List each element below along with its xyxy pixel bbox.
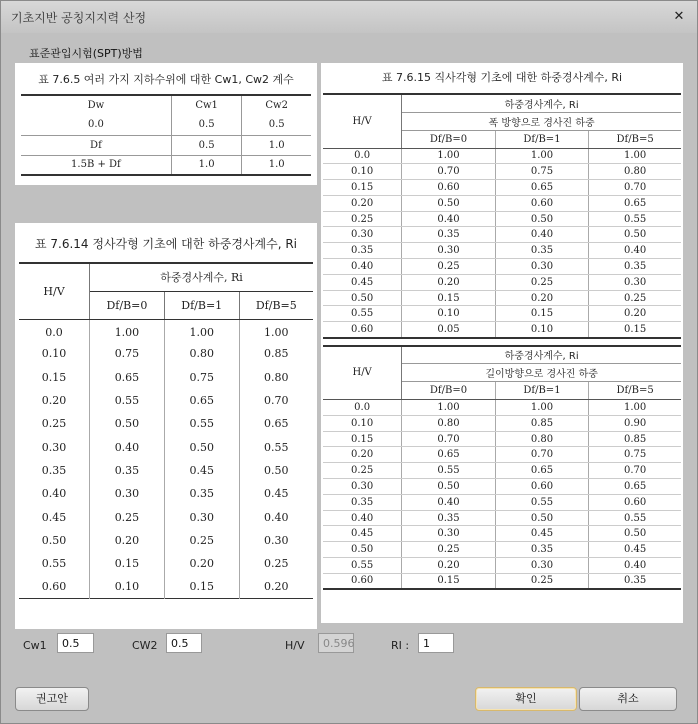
- table-row: [21, 155, 311, 175]
- table-row: [323, 195, 681, 211]
- recommend-button[interactable]: 권고안: [15, 687, 89, 711]
- value-cell: 0.65: [402, 447, 495, 463]
- value-cell: 0.25: [402, 259, 495, 275]
- value-cell: 0.60: [495, 479, 588, 495]
- table-row: [323, 322, 681, 338]
- value-cell: 0.20: [402, 558, 495, 574]
- value-cell: 0.80: [164, 342, 239, 365]
- value-cell: 0.15: [495, 306, 588, 322]
- value-cell: 0.25: [589, 290, 681, 306]
- table-7615-caption: 표 7.6.15 직사각형 기초에 대한 하중경사계수, Ri: [381, 71, 623, 84]
- table-row: [19, 575, 313, 598]
- cw1-label: Cw1: [23, 639, 47, 652]
- value-cell: 0.60: [589, 494, 681, 510]
- row-key-cell: 0.55: [323, 558, 402, 574]
- row-key-cell: 0.15: [323, 180, 402, 196]
- row-key-cell: 0.25: [323, 463, 402, 479]
- table-row: [19, 366, 313, 389]
- table-row: [323, 431, 681, 447]
- section-label: 표준관입시험(SPT)방법: [29, 47, 143, 60]
- table-row: [323, 164, 681, 180]
- table-765-header: Cw2: [242, 95, 311, 115]
- table-row: [323, 211, 681, 227]
- table-row: [323, 510, 681, 526]
- table-7615-width: [323, 93, 681, 339]
- table-765-panel: [15, 63, 317, 185]
- value-cell: 0.5: [171, 135, 242, 155]
- value-cell: 0.45: [589, 542, 681, 558]
- value-cell: 0.50: [90, 412, 165, 435]
- value-cell: 0.40: [239, 505, 313, 528]
- row-key-cell: 0.60: [323, 322, 402, 338]
- row-key-cell: 0.35: [41, 463, 67, 477]
- close-icon[interactable]: ✕: [673, 9, 685, 24]
- table-row: [19, 412, 313, 435]
- row-key-cell: 0.0: [323, 400, 402, 416]
- value-cell: 0.50: [164, 435, 239, 458]
- value-cell: 1.0: [242, 135, 311, 155]
- table-row: [19, 435, 313, 458]
- value-cell: 0.55: [402, 463, 495, 479]
- value-cell: 0.50: [402, 195, 495, 211]
- column-header: Df/B=1: [164, 291, 239, 319]
- value-cell: 0.50: [239, 459, 313, 482]
- column-header: Df/B=0: [90, 291, 165, 319]
- value-cell: 0.55: [495, 494, 588, 510]
- value-cell: 0.20: [402, 274, 495, 290]
- table-765-caption: 표 7.6.5 여러 가지 지하수위에 대한 Cw1, Cw2 계수: [38, 73, 294, 86]
- table-7614-caption: 표 7.6.14 정사각형 기초에 대한 하중경사계수, Ri: [34, 237, 297, 251]
- ri-label: RI :: [391, 639, 410, 652]
- value-cell: 1.00: [402, 148, 495, 164]
- value-cell: 0.30: [402, 526, 495, 542]
- value-cell: 0.75: [495, 164, 588, 180]
- value-cell: 0.35: [589, 573, 681, 589]
- value-cell: 0.40: [90, 435, 165, 458]
- window-title: 기초지반 공칭지지력 산정: [11, 11, 147, 25]
- value-cell: 0.50: [589, 526, 681, 542]
- value-cell: 0.70: [402, 164, 495, 180]
- table-row: [323, 494, 681, 510]
- value-cell: 0.45: [495, 526, 588, 542]
- table-row: [323, 558, 681, 574]
- table-row: [323, 274, 681, 290]
- value-cell: 0.50: [402, 479, 495, 495]
- table-7615-length-body: [323, 400, 681, 590]
- value-cell: 1.00: [495, 148, 588, 164]
- value-cell: 0.35: [164, 482, 239, 505]
- value-cell: 0.10: [402, 306, 495, 322]
- group-header: 하중경사계수, Ri: [90, 263, 313, 291]
- value-cell: 0.65: [90, 366, 165, 389]
- value-cell: 0.15: [164, 575, 239, 598]
- table-row: [21, 135, 311, 155]
- value-cell: 0.55: [239, 435, 313, 458]
- column-header: Df/B=5: [589, 382, 681, 400]
- value-cell: 0.30: [90, 482, 165, 505]
- ri-input[interactable]: 1: [418, 633, 454, 653]
- group-header: 하중경사계수, Ri: [402, 94, 681, 112]
- value-cell: 0.75: [164, 366, 239, 389]
- value-cell: 1.0: [242, 155, 311, 175]
- value-cell: 0.85: [589, 431, 681, 447]
- table-765-body: [21, 115, 311, 175]
- table-row: [19, 482, 313, 505]
- table-row: [323, 463, 681, 479]
- table-row: [323, 306, 681, 322]
- table-row: [323, 526, 681, 542]
- row-key-cell: 0.35: [323, 243, 402, 259]
- width-load-header: 폭 방향으로 경사진 하중: [402, 112, 681, 130]
- value-cell: 0.85: [239, 342, 313, 365]
- value-cell: 0.35: [90, 459, 165, 482]
- row-key-cell: 0.45: [41, 510, 67, 524]
- table-7615-width-body: [323, 148, 681, 338]
- value-cell: 0.20: [495, 290, 588, 306]
- value-cell: 0.65: [495, 463, 588, 479]
- value-cell: 0.35: [495, 243, 588, 259]
- value-cell: 0.30: [402, 243, 495, 259]
- column-header: Df/B=0: [402, 130, 495, 148]
- row-key-cell: 0.25: [41, 417, 67, 431]
- table-row: [19, 552, 313, 575]
- value-cell: 0.80: [239, 366, 313, 389]
- value-cell: 0.90: [589, 415, 681, 431]
- ok-button[interactable]: 확인: [475, 687, 577, 711]
- value-cell: 0.40: [402, 494, 495, 510]
- value-cell: 0.5: [242, 115, 311, 135]
- row-key-cell: 0.45: [323, 526, 402, 542]
- value-cell: 0.65: [239, 412, 313, 435]
- value-cell: 0.40: [589, 558, 681, 574]
- value-cell: 0.75: [589, 447, 681, 463]
- value-cell: 0.70: [402, 431, 495, 447]
- value-cell: 0.30: [589, 274, 681, 290]
- table-row: [19, 505, 313, 528]
- row-key-cell: 0.50: [41, 533, 67, 547]
- value-cell: 1.00: [164, 319, 239, 342]
- hv-header: H/V: [323, 346, 402, 400]
- row-key-cell: 0.60: [41, 580, 67, 594]
- row-key-cell: 0.10: [41, 347, 67, 361]
- length-load-header: 길이방향으로 경사진 하중: [402, 364, 681, 382]
- cw1-input[interactable]: 0.5: [57, 633, 94, 653]
- row-key-cell: 0.40: [323, 510, 402, 526]
- value-cell: 0.70: [589, 180, 681, 196]
- value-cell: 1.00: [239, 319, 313, 342]
- row-key-cell: 0.40: [323, 259, 402, 275]
- row-key-cell: 0.45: [323, 274, 402, 290]
- row-key-cell: 0.55: [323, 306, 402, 322]
- row-key-cell: 0.0: [45, 326, 63, 340]
- row-key-cell: 0.30: [323, 227, 402, 243]
- value-cell: 0.25: [164, 529, 239, 552]
- value-cell: 0.15: [589, 322, 681, 338]
- table-row: [19, 342, 313, 365]
- value-cell: 0.65: [164, 389, 239, 412]
- value-cell: 0.30: [164, 505, 239, 528]
- table-7614-panel: [15, 223, 317, 629]
- table-row: [323, 180, 681, 196]
- row-key-cell: 0.15: [323, 431, 402, 447]
- cw2-label: CW2: [132, 639, 158, 652]
- value-cell: 0.55: [164, 412, 239, 435]
- table-765-header: Cw1: [171, 95, 242, 115]
- value-cell: 0.10: [495, 322, 588, 338]
- value-cell: 1.00: [495, 400, 588, 416]
- value-cell: 0.65: [589, 479, 681, 495]
- table-row: [21, 115, 311, 135]
- value-cell: 0.50: [495, 211, 588, 227]
- table-row: [323, 573, 681, 589]
- table-row: [323, 479, 681, 495]
- value-cell: 0.70: [495, 447, 588, 463]
- row-key-cell: 0.30: [41, 440, 67, 454]
- value-cell: 0.70: [589, 463, 681, 479]
- table-row: [19, 389, 313, 412]
- value-cell: 0.25: [495, 274, 588, 290]
- table-7614: [19, 262, 313, 599]
- value-cell: 0.55: [589, 211, 681, 227]
- row-key-cell: 0.20: [323, 447, 402, 463]
- table-7615-length: [323, 345, 681, 591]
- table-row: [323, 415, 681, 431]
- table-7614-body: [19, 319, 313, 599]
- cw2-input[interactable]: 0.5: [166, 633, 202, 653]
- value-cell: 0.45: [164, 459, 239, 482]
- value-cell: 0.40: [589, 243, 681, 259]
- table-765: [21, 94, 311, 176]
- value-cell: 0.25: [239, 552, 313, 575]
- value-cell: 0.15: [402, 290, 495, 306]
- table-765-header: Dw: [87, 100, 105, 111]
- value-cell: 1.00: [402, 400, 495, 416]
- value-cell: 0.80: [402, 415, 495, 431]
- hv-header: H/V: [19, 263, 90, 319]
- row-key-cell: 0.15: [41, 370, 67, 384]
- value-cell: 0.40: [402, 211, 495, 227]
- value-cell: 0.60: [402, 180, 495, 196]
- hv-label: H/V: [285, 639, 305, 652]
- row-key-cell: 0.55: [41, 557, 67, 571]
- value-cell: 1.0: [171, 155, 242, 175]
- row-key-cell: Df: [21, 135, 171, 155]
- value-cell: 0.25: [495, 573, 588, 589]
- row-key-cell: 0.20: [41, 394, 67, 408]
- value-cell: 0.35: [402, 510, 495, 526]
- row-key-cell: 0.40: [41, 487, 67, 501]
- column-header: Df/B=1: [495, 382, 588, 400]
- value-cell: 0.20: [164, 552, 239, 575]
- value-cell: 0.50: [589, 227, 681, 243]
- column-header: Df/B=5: [239, 291, 313, 319]
- cancel-button[interactable]: 취소: [579, 687, 677, 711]
- table-row: [19, 529, 313, 552]
- value-cell: 0.20: [90, 529, 165, 552]
- row-key-cell: 0.50: [323, 542, 402, 558]
- value-cell: 0.35: [495, 542, 588, 558]
- row-key-cell: 0.0: [21, 115, 171, 135]
- value-cell: 0.55: [90, 389, 165, 412]
- title-bar[interactable]: [1, 1, 697, 33]
- value-cell: 0.20: [589, 306, 681, 322]
- value-cell: 0.30: [239, 529, 313, 552]
- row-key-cell: 0.25: [323, 211, 402, 227]
- table-row: [323, 447, 681, 463]
- value-cell: 1.00: [589, 148, 681, 164]
- column-header: Df/B=0: [402, 382, 495, 400]
- value-cell: 0.75: [90, 342, 165, 365]
- table-7615-panel: [321, 63, 683, 623]
- row-key-cell: 0.35: [323, 494, 402, 510]
- value-cell: 0.50: [495, 510, 588, 526]
- row-key-cell: 0.20: [323, 195, 402, 211]
- row-key-cell: 0.0: [323, 148, 402, 164]
- row-key-cell: 1.5B + Df: [71, 159, 121, 171]
- value-cell: 0.70: [239, 389, 313, 412]
- value-cell: 0.25: [402, 542, 495, 558]
- value-cell: 0.35: [589, 259, 681, 275]
- value-cell: 0.25: [90, 505, 165, 528]
- table-row: [323, 259, 681, 275]
- value-cell: 0.55: [589, 510, 681, 526]
- row-key-cell: 0.60: [323, 573, 402, 589]
- value-cell: 0.65: [495, 180, 588, 196]
- value-cell: 0.15: [90, 552, 165, 575]
- hv-header: H/V: [323, 94, 402, 148]
- row-key-cell: 0.30: [323, 479, 402, 495]
- value-cell: 0.45: [239, 482, 313, 505]
- value-cell: 0.60: [495, 195, 588, 211]
- value-cell: 0.30: [495, 558, 588, 574]
- value-cell: 0.80: [589, 164, 681, 180]
- value-cell: 0.20: [239, 575, 313, 598]
- value-cell: 0.15: [402, 573, 495, 589]
- value-cell: 1.00: [589, 400, 681, 416]
- row-key-cell: 0.10: [323, 415, 402, 431]
- table-row: [323, 542, 681, 558]
- value-cell: 0.80: [495, 431, 588, 447]
- column-header: Df/B=1: [495, 130, 588, 148]
- row-key-cell: 0.10: [323, 164, 402, 180]
- value-cell: 0.35: [402, 227, 495, 243]
- value-cell: 0.65: [589, 195, 681, 211]
- column-header: Df/B=5: [589, 130, 681, 148]
- table-row: [323, 400, 681, 416]
- table-row: [323, 148, 681, 164]
- value-cell: 0.30: [495, 259, 588, 275]
- value-cell: 0.10: [90, 575, 165, 598]
- row-key-cell: 0.50: [323, 290, 402, 306]
- value-cell: 1.00: [90, 319, 165, 342]
- value-cell: 0.5: [171, 115, 242, 135]
- value-cell: 0.40: [495, 227, 588, 243]
- table-row: [323, 243, 681, 259]
- value-cell: 0.05: [402, 322, 495, 338]
- group-header: 하중경사계수, Ri: [402, 346, 681, 364]
- table-row: [19, 319, 313, 342]
- table-row: [323, 227, 681, 243]
- table-row: [19, 459, 313, 482]
- hv-input: 0.596: [318, 633, 354, 653]
- value-cell: 0.85: [495, 415, 588, 431]
- table-row: [323, 290, 681, 306]
